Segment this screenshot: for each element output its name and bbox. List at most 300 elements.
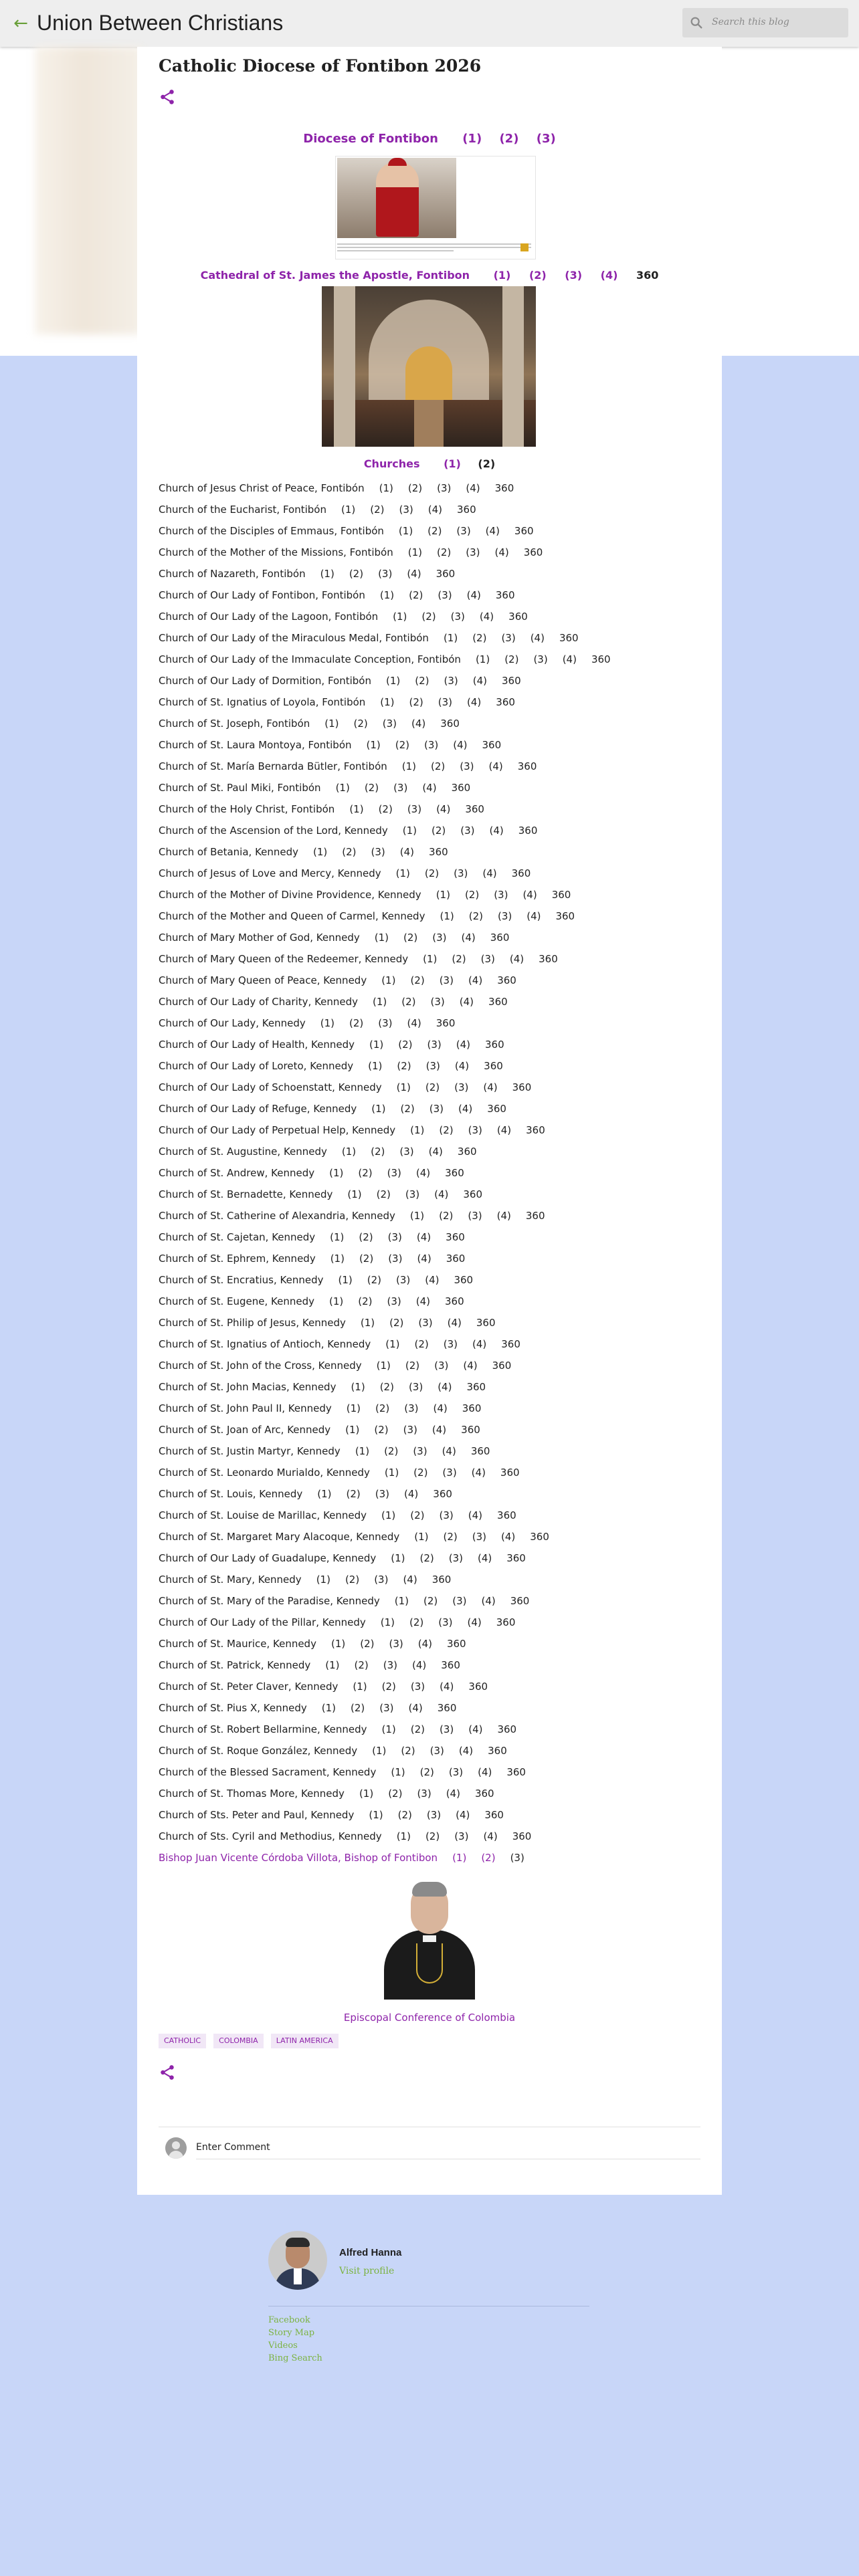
church-360-link[interactable]: 360 <box>446 1231 465 1243</box>
church-ref-link[interactable]: (4) <box>509 953 524 965</box>
church-ref-link[interactable]: (1) <box>402 825 417 837</box>
church-ref-link[interactable]: (2) <box>419 1552 434 1564</box>
church-ref-link[interactable]: (3) <box>454 1830 469 1842</box>
church-360-link[interactable]: 360 <box>466 1381 486 1393</box>
church-ref-link[interactable]: (1) <box>396 1081 411 1093</box>
church-ref-link[interactable]: (4) <box>436 803 451 815</box>
church-ref-link[interactable]: (1) <box>391 1766 405 1778</box>
church-ref-link[interactable]: (3) <box>378 568 393 580</box>
church-ref-link[interactable]: (1) <box>407 546 422 558</box>
church-360-link[interactable]: 360 <box>441 1659 460 1671</box>
church-ref-link[interactable]: (3) <box>404 1402 419 1414</box>
church-ref-link[interactable]: (2) <box>425 1830 440 1842</box>
churches-link[interactable]: Churches <box>363 457 420 470</box>
church-ref-link[interactable]: (2) <box>364 782 379 794</box>
church-ref-link[interactable]: (4) <box>472 1338 487 1350</box>
church-ref-link[interactable]: (4) <box>472 675 487 687</box>
church-ref-link[interactable]: (4) <box>456 1809 470 1821</box>
church-ref-link[interactable]: (2) <box>409 589 423 601</box>
back-arrow-icon[interactable]: ← <box>13 13 28 33</box>
church-ref-link[interactable]: (4) <box>466 589 481 601</box>
church-ref-link[interactable]: (1) <box>381 1723 396 1735</box>
church-ref-link[interactable]: (3) <box>425 1060 440 1072</box>
church-360-link[interactable]: 360 <box>497 974 516 986</box>
church-ref-link[interactable]: (3) <box>417 1788 432 1800</box>
church-ref-link[interactable]: (3) <box>378 1017 393 1029</box>
church-ref-link[interactable]: (3) <box>387 1167 401 1179</box>
church-ref-link[interactable]: (2) <box>410 1509 425 1521</box>
church-ref-link[interactable]: (1) <box>381 974 396 986</box>
bishop-ref-link[interactable]: (1) <box>452 1852 467 1864</box>
church-ref-link[interactable]: (2) <box>409 1616 424 1628</box>
church-ref-link[interactable]: (2) <box>427 525 442 537</box>
church-360-link[interactable]: 360 <box>490 932 510 944</box>
church-ref-link[interactable]: (1) <box>396 1830 411 1842</box>
church-ref-link[interactable]: (2) <box>421 611 436 623</box>
diocese-link[interactable]: Diocese of Fontibon <box>303 132 438 146</box>
church-ref-link[interactable]: (3) <box>434 1360 449 1372</box>
church-ref-link[interactable]: (4) <box>428 1146 443 1158</box>
church-ref-link[interactable]: (3) <box>371 846 385 858</box>
church-ref-link[interactable]: (1) <box>373 996 387 1008</box>
church-ref-link[interactable]: (2) <box>419 1766 434 1778</box>
church-360-link[interactable]: 360 <box>485 1039 504 1051</box>
church-ref-link[interactable]: (1) <box>436 889 450 901</box>
church-ref-link[interactable]: (2) <box>504 653 519 665</box>
tag-colombia[interactable]: COLOMBIA <box>213 2034 264 2048</box>
church-ref-link[interactable]: (1) <box>345 1424 360 1436</box>
church-360-link[interactable]: 360 <box>555 910 575 922</box>
church-ref-link[interactable]: (1) <box>353 1681 367 1693</box>
church-ref-link[interactable]: (1) <box>321 1702 337 1714</box>
church-ref-link[interactable]: (3) <box>399 1146 414 1158</box>
church-360-link[interactable]: 360 <box>462 1402 482 1414</box>
church-ref-link[interactable]: (3) <box>437 482 452 494</box>
church-ref-link[interactable]: (4) <box>496 1124 512 1136</box>
church-ref-link[interactable]: (3) <box>383 1659 397 1671</box>
site-title[interactable]: Union Between Christians <box>37 11 284 35</box>
church-ref-link[interactable]: (3) <box>375 1488 390 1500</box>
church-ref-link[interactable]: (3) <box>443 1338 458 1350</box>
church-ref-link[interactable]: (3) <box>448 1552 463 1564</box>
church-ref-link[interactable]: (1) <box>359 1788 374 1800</box>
church-ref-link[interactable]: (4) <box>483 1081 498 1093</box>
church-ref-link[interactable]: (1) <box>443 632 458 644</box>
church-ref-link[interactable]: (2) <box>472 632 487 644</box>
church-ref-link[interactable]: (1) <box>335 782 350 794</box>
church-ref-link[interactable]: (1) <box>324 718 339 730</box>
tag-catholic[interactable]: CATHOLIC <box>159 2034 206 2048</box>
church-ref-link[interactable]: (4) <box>468 1723 483 1735</box>
church-ref-link[interactable]: (1) <box>313 846 328 858</box>
church-ref-link[interactable]: (3) <box>438 589 452 601</box>
church-ref-link[interactable]: (2) <box>405 1360 420 1372</box>
church-ref-link[interactable]: (3) <box>393 782 408 794</box>
cathedral-link[interactable]: Cathedral of St. James the Apostle, Fontibon <box>200 269 470 282</box>
church-ref-link[interactable]: (2) <box>397 1060 411 1072</box>
bishop-ref-link[interactable]: (2) <box>481 1852 496 1864</box>
church-ref-link[interactable]: (2) <box>384 1445 399 1457</box>
church-360-link[interactable]: 360 <box>496 696 515 708</box>
church-360-link[interactable]: 360 <box>517 760 537 772</box>
church-ref-link[interactable]: (2) <box>439 1124 454 1136</box>
church-ref-link[interactable]: (1) <box>329 1167 344 1179</box>
share-icon[interactable] <box>159 88 176 106</box>
church-ref-link[interactable]: (2) <box>349 568 364 580</box>
church-360-link[interactable]: 360 <box>429 846 448 858</box>
church-ref-link[interactable]: (2) <box>370 504 385 516</box>
church-ref-link[interactable]: (4) <box>407 1017 421 1029</box>
diocese-ref-3[interactable]: (3) <box>536 132 556 146</box>
church-ref-link[interactable]: (2) <box>423 1595 438 1607</box>
church-ref-link[interactable]: (1) <box>371 1103 386 1115</box>
church-ref-link[interactable]: (3) <box>497 910 512 922</box>
church-ref-link[interactable]: (2) <box>410 974 425 986</box>
church-ref-link[interactable]: (3) <box>448 1766 464 1778</box>
church-360-link[interactable]: 360 <box>591 653 611 665</box>
church-ref-link[interactable]: (3) <box>387 1231 402 1243</box>
church-ref-link[interactable]: (2) <box>376 1188 391 1200</box>
church-ref-link[interactable]: (4) <box>477 1552 492 1564</box>
church-ref-link[interactable]: (1) <box>379 589 395 601</box>
church-ref-link[interactable]: (2) <box>389 1317 404 1329</box>
church-ref-link[interactable]: (2) <box>358 1295 373 1307</box>
church-ref-link[interactable]: (2) <box>359 1231 373 1243</box>
church-ref-link[interactable]: (3) <box>387 1295 401 1307</box>
church-ref-link[interactable]: (4) <box>496 1210 511 1222</box>
church-360-link[interactable]: 360 <box>518 825 538 837</box>
church-ref-link[interactable]: (3) <box>388 1253 403 1265</box>
church-ref-link[interactable]: (4) <box>494 546 509 558</box>
church-ref-link[interactable]: (3) <box>460 825 475 837</box>
church-360-link[interactable]: 360 <box>440 718 460 730</box>
church-ref-link[interactable]: (3) <box>427 1039 442 1051</box>
church-ref-link[interactable]: (4) <box>483 1830 498 1842</box>
church-ref-link[interactable]: (2) <box>379 1381 394 1393</box>
cathedral-ref-2[interactable]: (2) <box>529 269 547 282</box>
church-ref-link[interactable]: (1) <box>380 1616 395 1628</box>
church-ref-link[interactable]: (1) <box>384 1467 399 1479</box>
church-ref-link[interactable]: (3) <box>399 504 413 516</box>
search-input[interactable]: Search this blog <box>712 17 789 27</box>
church-ref-link[interactable]: (3) <box>452 1595 467 1607</box>
church-ref-link[interactable]: (2) <box>374 1424 389 1436</box>
church-360-link[interactable]: 360 <box>484 1060 503 1072</box>
church-ref-link[interactable]: (3) <box>408 1381 423 1393</box>
church-360-link[interactable]: 360 <box>463 1188 483 1200</box>
church-360-link[interactable]: 360 <box>437 1702 457 1714</box>
church-ref-link[interactable]: (3) <box>439 1723 454 1735</box>
church-ref-link[interactable]: (2) <box>397 1809 412 1821</box>
church-ref-link[interactable]: (4) <box>403 1574 417 1586</box>
church-ref-link[interactable]: (3) <box>430 1745 444 1757</box>
church-ref-link[interactable]: (4) <box>481 1595 496 1607</box>
church-ref-link[interactable]: (2) <box>395 739 410 751</box>
church-360-link[interactable]: 360 <box>432 1574 452 1586</box>
church-ref-link[interactable]: (2) <box>388 1788 403 1800</box>
church-ref-link[interactable]: (4) <box>468 974 483 986</box>
church-ref-link[interactable]: (4) <box>562 653 577 665</box>
church-360-link[interactable]: 360 <box>500 1467 520 1479</box>
church-ref-link[interactable]: (1) <box>347 1188 362 1200</box>
church-ref-link[interactable]: (4) <box>440 1681 454 1693</box>
church-ref-link[interactable]: (1) <box>320 1017 335 1029</box>
church-ref-link[interactable]: (4) <box>416 1231 432 1243</box>
church-ref-link[interactable]: (1) <box>328 1295 344 1307</box>
church-ref-link[interactable]: (4) <box>478 1766 492 1778</box>
bishop-link[interactable]: Bishop Juan Vicente Córdoba Villota, Bishop of Fontibon <box>159 1852 438 1864</box>
church-360-link[interactable]: 360 <box>497 1509 516 1521</box>
church-360-link[interactable]: 360 <box>461 1424 480 1436</box>
church-ref-link[interactable]: (4) <box>404 1488 419 1500</box>
church-ref-link[interactable]: (2) <box>410 1723 425 1735</box>
church-ref-link[interactable]: (3) <box>442 1467 457 1479</box>
church-ref-link[interactable]: (4) <box>425 1274 440 1286</box>
footer-link-story-map[interactable]: Story Map <box>268 2328 315 2338</box>
diocese-news-image[interactable] <box>335 156 536 259</box>
church-ref-link[interactable]: (2) <box>439 1210 454 1222</box>
church-ref-link[interactable]: (3) <box>468 1124 482 1136</box>
church-ref-link[interactable]: (4) <box>466 482 480 494</box>
church-ref-link[interactable]: (1) <box>391 1552 405 1564</box>
episcopal-conference-link[interactable]: Episcopal Conference of Colombia <box>343 2012 516 2024</box>
church-ref-link[interactable]: (1) <box>360 1317 375 1329</box>
church-360-link[interactable]: 360 <box>433 1488 452 1500</box>
church-ref-link[interactable]: (1) <box>366 739 381 751</box>
search-box[interactable] <box>682 8 848 37</box>
church-ref-link[interactable]: (2) <box>409 696 423 708</box>
church-ref-link[interactable]: (1) <box>385 675 401 687</box>
church-ref-link[interactable]: (1) <box>372 1745 387 1757</box>
church-ref-link[interactable]: (1) <box>368 1060 383 1072</box>
church-ref-link[interactable]: (4) <box>415 1167 431 1179</box>
church-ref-link[interactable]: (1) <box>398 525 413 537</box>
church-ref-link[interactable]: (1) <box>394 1595 409 1607</box>
church-ref-link[interactable]: (4) <box>471 1467 486 1479</box>
church-ref-link[interactable]: (3) <box>410 1681 425 1693</box>
church-ref-link[interactable]: (2) <box>464 889 480 901</box>
church-ref-link[interactable]: (2) <box>354 1659 369 1671</box>
church-ref-link[interactable]: (2) <box>360 1638 375 1650</box>
church-360-link[interactable]: 360 <box>559 632 579 644</box>
diocese-ref-2[interactable]: (2) <box>499 132 519 146</box>
church-ref-link[interactable]: (4) <box>459 996 474 1008</box>
church-ref-link[interactable]: (3) <box>430 996 445 1008</box>
church-ref-link[interactable]: (2) <box>375 1402 390 1414</box>
church-ref-link[interactable]: (1) <box>414 1531 429 1543</box>
cathedral-interior-image[interactable] <box>322 286 536 447</box>
church-ref-link[interactable]: (4) <box>489 825 504 837</box>
church-ref-link[interactable]: (1) <box>385 1338 400 1350</box>
church-ref-link[interactable]: (4) <box>458 1103 473 1115</box>
church-ref-link[interactable]: (3) <box>439 1509 454 1521</box>
church-360-link[interactable]: 360 <box>488 996 508 1008</box>
church-ref-link[interactable]: (1) <box>379 482 393 494</box>
church-360-link[interactable]: 360 <box>508 611 528 623</box>
bishop-portrait[interactable] <box>376 1871 483 2000</box>
church-ref-link[interactable]: (4) <box>468 1509 483 1521</box>
church-ref-link[interactable]: (4) <box>411 718 426 730</box>
church-ref-link[interactable]: (4) <box>454 1060 470 1072</box>
church-ref-link[interactable]: (3) <box>480 953 495 965</box>
church-ref-link[interactable]: (3) <box>382 718 397 730</box>
church-360-link[interactable]: 360 <box>444 1295 464 1307</box>
church-ref-link[interactable]: (2) <box>378 803 393 815</box>
church-ref-link[interactable]: (2) <box>400 1103 415 1115</box>
church-360-link[interactable]: 360 <box>496 1616 516 1628</box>
church-360-link[interactable]: 360 <box>501 675 521 687</box>
church-ref-link[interactable]: (2) <box>414 1338 429 1350</box>
church-360-link[interactable]: 360 <box>488 1745 507 1757</box>
church-ref-link[interactable]: (3) <box>407 803 422 815</box>
church-ref-link[interactable]: (4) <box>458 1745 474 1757</box>
church-ref-link[interactable]: (3) <box>389 1638 403 1650</box>
church-360-link[interactable]: 360 <box>436 568 456 580</box>
church-ref-link[interactable]: (4) <box>434 1188 449 1200</box>
church-ref-link[interactable]: (3) <box>405 1188 420 1200</box>
church-360-link[interactable]: 360 <box>457 504 476 516</box>
church-ref-link[interactable]: (2) <box>346 1488 361 1500</box>
church-ref-link[interactable]: (1) <box>330 1638 346 1650</box>
church-ref-link[interactable]: (2) <box>345 1574 360 1586</box>
church-360-link[interactable]: 360 <box>476 1317 496 1329</box>
church-ref-link[interactable]: (3) <box>374 1574 389 1586</box>
church-360-link[interactable]: 360 <box>436 1017 456 1029</box>
church-ref-link[interactable]: (1) <box>349 803 364 815</box>
church-ref-link[interactable]: (4) <box>467 1616 482 1628</box>
church-360-link[interactable]: 360 <box>506 1552 526 1564</box>
church-ref-link[interactable]: (1) <box>320 568 335 580</box>
church-ref-link[interactable]: (3) <box>429 1103 444 1115</box>
church-360-link[interactable]: 360 <box>470 1445 490 1457</box>
church-ref-link[interactable]: (2) <box>351 1702 365 1714</box>
church-ref-link[interactable]: (1) <box>369 1809 383 1821</box>
footer-link-videos[interactable]: Videos <box>268 2341 298 2351</box>
church-360-link[interactable]: 360 <box>446 1253 466 1265</box>
church-ref-link[interactable]: (2) <box>401 996 416 1008</box>
church-ref-link[interactable]: (1) <box>475 653 490 665</box>
church-ref-link[interactable]: (4) <box>463 1360 478 1372</box>
church-ref-link[interactable]: (3) <box>413 1445 427 1457</box>
church-ref-link[interactable]: (4) <box>427 504 442 516</box>
church-ref-link[interactable]: (2) <box>367 1274 381 1286</box>
church-360-link[interactable]: 360 <box>446 1638 466 1650</box>
church-ref-link[interactable]: (4) <box>408 1702 423 1714</box>
church-ref-link[interactable]: (1) <box>317 1488 332 1500</box>
share-icon[interactable] <box>159 2064 176 2081</box>
church-ref-link[interactable]: (3) <box>438 696 453 708</box>
church-ref-link[interactable]: (4) <box>488 760 503 772</box>
church-ref-link[interactable]: (2) <box>349 1017 364 1029</box>
church-360-link[interactable]: 360 <box>497 1723 517 1735</box>
church-ref-link[interactable]: (3) <box>379 1702 394 1714</box>
church-ref-link[interactable]: (3) <box>424 739 439 751</box>
diocese-ref-1[interactable]: (1) <box>462 132 482 146</box>
church-ref-link[interactable]: (4) <box>417 1638 432 1650</box>
church-360-link[interactable]: 360 <box>451 782 471 794</box>
church-ref-link[interactable]: (4) <box>461 932 476 944</box>
church-ref-link[interactable]: (1) <box>374 932 389 944</box>
church-360-link[interactable]: 360 <box>514 525 534 537</box>
church-ref-link[interactable]: (4) <box>482 867 497 879</box>
church-ref-link[interactable]: (1) <box>410 1124 425 1136</box>
comment-input[interactable]: Enter Comment <box>196 2142 270 2153</box>
church-ref-link[interactable]: (1) <box>330 1231 345 1243</box>
cathedral-ref-3[interactable]: (3) <box>565 269 583 282</box>
church-ref-link[interactable]: (1) <box>346 1402 361 1414</box>
church-ref-link[interactable]: (2) <box>432 825 446 837</box>
church-ref-link[interactable]: (1) <box>381 1509 396 1521</box>
church-360-link[interactable]: 360 <box>523 546 543 558</box>
church-ref-link[interactable]: (2) <box>468 910 483 922</box>
profile-avatar[interactable] <box>268 2231 327 2290</box>
church-ref-link[interactable]: (1) <box>401 760 417 772</box>
church-ref-link[interactable]: (3) <box>426 1809 442 1821</box>
church-ref-link[interactable]: (3) <box>418 1317 433 1329</box>
church-ref-link[interactable]: (1) <box>440 910 454 922</box>
church-ref-link[interactable]: (3) <box>403 1424 417 1436</box>
church-ref-link[interactable]: (2) <box>436 546 452 558</box>
church-360-link[interactable]: 360 <box>474 1788 494 1800</box>
church-360-link[interactable]: 360 <box>539 953 558 965</box>
profile-name[interactable]: Alfred Hanna <box>339 2247 402 2258</box>
footer-link-bing-search[interactable]: Bing Search <box>268 2353 322 2363</box>
church-360-link[interactable]: 360 <box>457 1146 477 1158</box>
church-ref-link[interactable]: (1) <box>351 1381 365 1393</box>
church-360-link[interactable]: 360 <box>512 1830 532 1842</box>
church-ref-link[interactable]: (4) <box>453 739 468 751</box>
church-ref-link[interactable]: (4) <box>422 782 437 794</box>
church-360-link[interactable]: 360 <box>484 1809 504 1821</box>
church-ref-link[interactable]: (1) <box>380 696 395 708</box>
church-ref-link[interactable]: (2) <box>425 1081 440 1093</box>
church-ref-link[interactable]: (1) <box>316 1574 330 1586</box>
church-ref-link[interactable]: (1) <box>409 1210 425 1222</box>
church-ref-link[interactable]: (1) <box>341 504 356 516</box>
church-ref-link[interactable]: (4) <box>432 1424 447 1436</box>
church-ref-link[interactable]: (2) <box>452 953 466 965</box>
church-ref-link[interactable]: (4) <box>411 1659 427 1671</box>
church-ref-link[interactable]: (1) <box>369 1039 384 1051</box>
church-ref-link[interactable]: (4) <box>438 1381 452 1393</box>
church-ref-link[interactable]: (1) <box>330 1253 345 1265</box>
church-ref-link[interactable]: (4) <box>456 1039 471 1051</box>
church-ref-link[interactable]: (3) <box>450 611 465 623</box>
church-360-link[interactable]: 360 <box>530 1531 549 1543</box>
church-ref-link[interactable]: (1) <box>423 953 438 965</box>
church-ref-link[interactable]: (3) <box>466 546 480 558</box>
church-360-link[interactable]: 360 <box>512 1081 532 1093</box>
church-ref-link[interactable]: (2) <box>398 1039 413 1051</box>
church-360-link[interactable]: 360 <box>465 803 484 815</box>
tag-latin-america[interactable]: LATIN AMERICA <box>271 2034 339 2048</box>
church-ref-link[interactable]: (3) <box>468 1210 482 1222</box>
church-ref-link[interactable]: (3) <box>456 525 471 537</box>
church-360-link[interactable]: 360 <box>487 1103 506 1115</box>
church-ref-link[interactable]: (4) <box>433 1402 448 1414</box>
church-ref-link[interactable]: (1) <box>395 867 410 879</box>
church-ref-link[interactable]: (3) <box>533 653 548 665</box>
church-ref-link[interactable]: (4) <box>417 1253 432 1265</box>
church-360-link[interactable]: 360 <box>525 1210 545 1222</box>
church-ref-link[interactable]: (4) <box>407 568 421 580</box>
church-360-link[interactable]: 360 <box>501 1338 520 1350</box>
church-ref-link[interactable]: (2) <box>403 932 418 944</box>
church-ref-link[interactable]: (2) <box>371 1146 385 1158</box>
churches-ref-1[interactable]: (1) <box>444 457 461 470</box>
church-360-link[interactable]: 360 <box>454 1274 474 1286</box>
church-360-link[interactable]: 360 <box>492 1360 512 1372</box>
